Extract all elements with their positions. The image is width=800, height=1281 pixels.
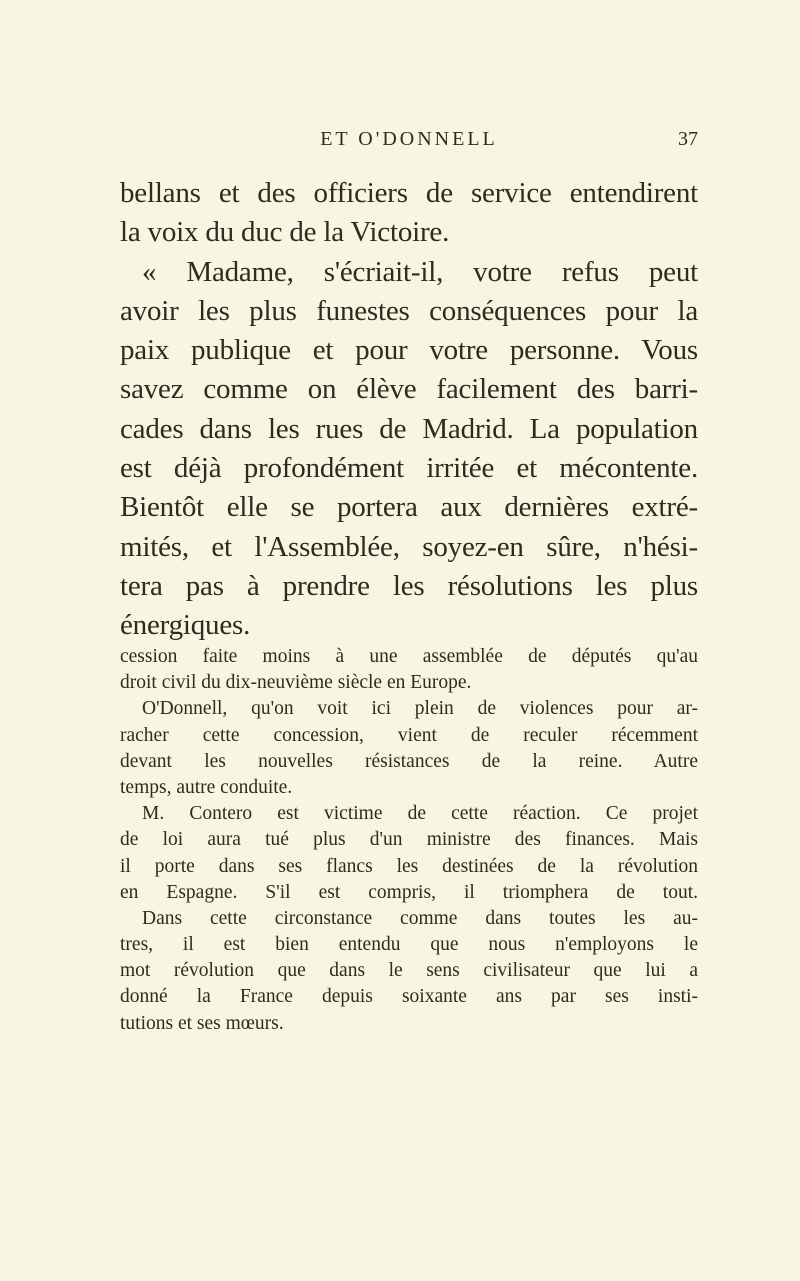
text-line: cades dans les rues de Madrid. La population	[120, 412, 698, 445]
note-line: temps, autre conduite.	[120, 776, 293, 798]
text-line: est déjà profondément irritée et mécontente.	[120, 452, 698, 485]
note-line: mot révolution que dans le sens civilisateur que lui a	[120, 960, 698, 982]
note-line: Dans cette circonstance comme dans toutes les au-	[142, 907, 698, 929]
note-line: cession faite moins à une assemblée de députés qu'au	[120, 646, 698, 667]
note-line: O'Donnell, qu'on voit ici plein de violences pour ar-	[142, 698, 698, 720]
note-line: devant les nouvelles résistances de la reine. Autre	[120, 750, 698, 772]
running-title: ET O'DONNELL	[320, 128, 498, 150]
text-line: tera pas à prendre les résolutions les plus	[120, 569, 698, 602]
note-line: tres, il est bien entendu que nous n'employons le	[120, 934, 698, 956]
footnotes	[120, 644, 698, 1037]
text-line: Bientôt elle se portera aux dernières extré-	[120, 491, 698, 524]
note-line: M. Contero est victime de cette réaction. Ce projet	[142, 803, 698, 825]
text-line: avoir les plus funestes conséquences pour la	[120, 294, 698, 327]
page-header	[120, 128, 698, 156]
text-line: « Madame, s'écriait-il, votre refus peut	[142, 255, 698, 288]
text-line: la voix du duc de la Victoire.	[120, 216, 450, 249]
note-line: en Espagne. S'il est compris, il triomphera de tout.	[120, 881, 698, 903]
text-line: énergiques.	[120, 609, 251, 642]
main-text	[120, 174, 698, 646]
text-line: bellans et des officiers de service entendirent	[120, 177, 698, 209]
note-line: il porte dans ses flancs les destinées de la révolution	[120, 855, 698, 877]
text-line: paix publique et pour votre personne. Vous	[120, 334, 698, 367]
text-line: savez comme on élève facilement des barri-	[120, 373, 698, 406]
text-line: mités, et l'Assemblée, soyez-en sûre, n'hési-	[120, 530, 698, 563]
note-line: droit civil du dix-neuvième siècle en Europe.	[120, 672, 472, 694]
note-line: tutions et ses mœurs.	[120, 1012, 284, 1034]
note-line: de loi aura tué plus d'un ministre des finances. Mais	[120, 829, 698, 851]
note-line: donné la France depuis soixante ans par ses insti-	[120, 986, 698, 1008]
page-number: 37	[678, 128, 698, 150]
note-line: racher cette concession, vient de reculer récemment	[120, 724, 698, 746]
